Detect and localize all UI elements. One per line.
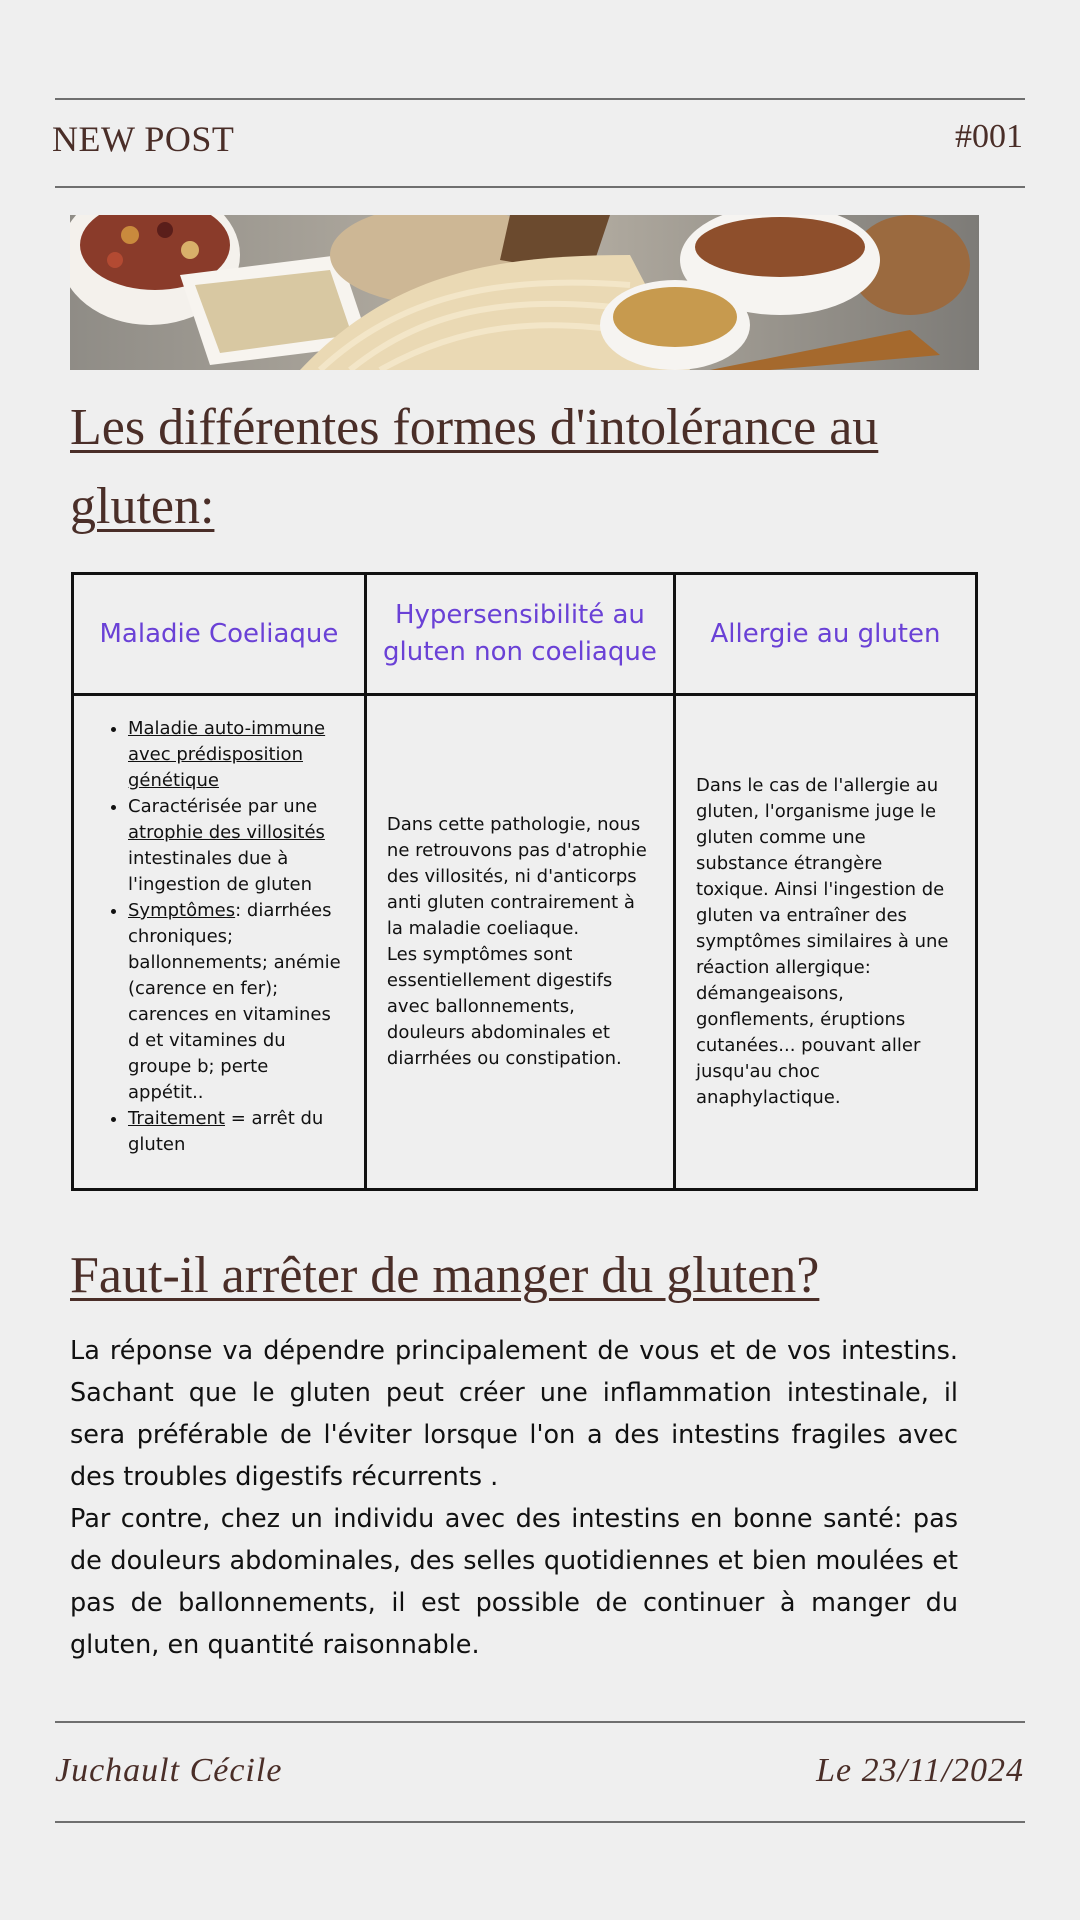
list-item xyxy=(128,716,344,794)
post-date: Le 23/11/2024 xyxy=(816,1752,1024,1789)
header-non-celiac-sensitivity: Hypersensibilité au gluten non coeliaque xyxy=(365,574,674,695)
underlined-text: Symptômes xyxy=(128,900,236,921)
table-row xyxy=(73,695,977,1190)
header-bottom-divider xyxy=(55,186,1025,188)
allergy-text: Dans le cas de l'allergie au gluten, l'organisme juge le gluten comme une substance étrangère toxique. Ainsi l'ingestion de gluten va entraîner des symptômes similaires à une réaction allergique: démangeaisons, gonflements, éruptions cutanées... pouvant aller jusqu'au choc anaphylactique. xyxy=(695,775,949,1108)
author-name: Juchault Cécile xyxy=(55,1752,283,1789)
underlined-text: atrophie des villosités xyxy=(128,822,325,843)
text: : diarrhées chroniques; ballonnements; anémie (carence en fer); carences en vitamines d et vitamines du groupe b; perte appétit.. xyxy=(128,900,341,1103)
post-number: #001 xyxy=(955,118,1023,155)
paragraph-1: La réponse va dépendre principalement de vous et de vos intestins. Sachant que le gluten peut créer une inflammation intestinale, il sera préférable de l'éviter lorsque l'on a des intestins fragiles avec des troubles digestifs récurrents . xyxy=(70,1336,958,1492)
underlined-text: Traitement xyxy=(128,1108,225,1129)
post-label: NEW POST xyxy=(52,119,235,159)
table-header-row xyxy=(73,574,977,695)
celiac-disease-cell xyxy=(73,695,366,1190)
footer-bottom-divider xyxy=(55,1821,1025,1823)
list-item xyxy=(128,1106,344,1158)
gluten-intolerance-table xyxy=(71,572,978,1191)
section-title-intolerance-forms: Les différentes formes d'intolérance au gluten: xyxy=(70,399,879,535)
gluten-foods-banner-image xyxy=(70,215,979,370)
text: intestinales due à l'ingestion de gluten xyxy=(128,848,313,895)
answer-paragraph xyxy=(70,1330,958,1666)
list-item xyxy=(128,794,344,898)
sensitivity-text-1: Dans cette pathologie, nous ne retrouvons pas d'atrophie des villosités, ni d'anticorps anti gluten contrairement à la maladie coeliaque. xyxy=(386,814,647,939)
celiac-bullet-list xyxy=(94,716,344,1158)
header-gluten-allergy: Allergie au gluten xyxy=(674,574,976,695)
sensitivity-text-2: Les symptômes sont essentiellement digestifs avec ballonnements, douleurs abdominales et diarrhées ou constipation. xyxy=(386,944,622,1069)
text: = arrêt du gluten xyxy=(128,1108,324,1155)
non-celiac-sensitivity-cell xyxy=(365,695,674,1190)
list-item xyxy=(128,898,344,1106)
footer-top-divider xyxy=(55,1721,1025,1723)
gluten-allergy-cell xyxy=(674,695,976,1190)
paragraph-2: Par contre, chez un individu avec des intestins en bonne santé: pas de douleurs abdominales, des selles quotidiennes et bien moulées et pas de ballonnements, il est possible de continuer à manger du gluten, en quantité raisonnable. xyxy=(70,1504,958,1660)
section-title-stop-gluten: Faut-il arrêter de manger du gluten? xyxy=(70,1247,820,1304)
header-top-divider xyxy=(55,98,1025,100)
text: Caractérisée par une xyxy=(128,796,318,817)
underlined-text: Maladie auto-immune avec prédisposition génétique xyxy=(128,718,326,791)
header-celiac-disease: Maladie Coeliaque xyxy=(73,574,366,695)
